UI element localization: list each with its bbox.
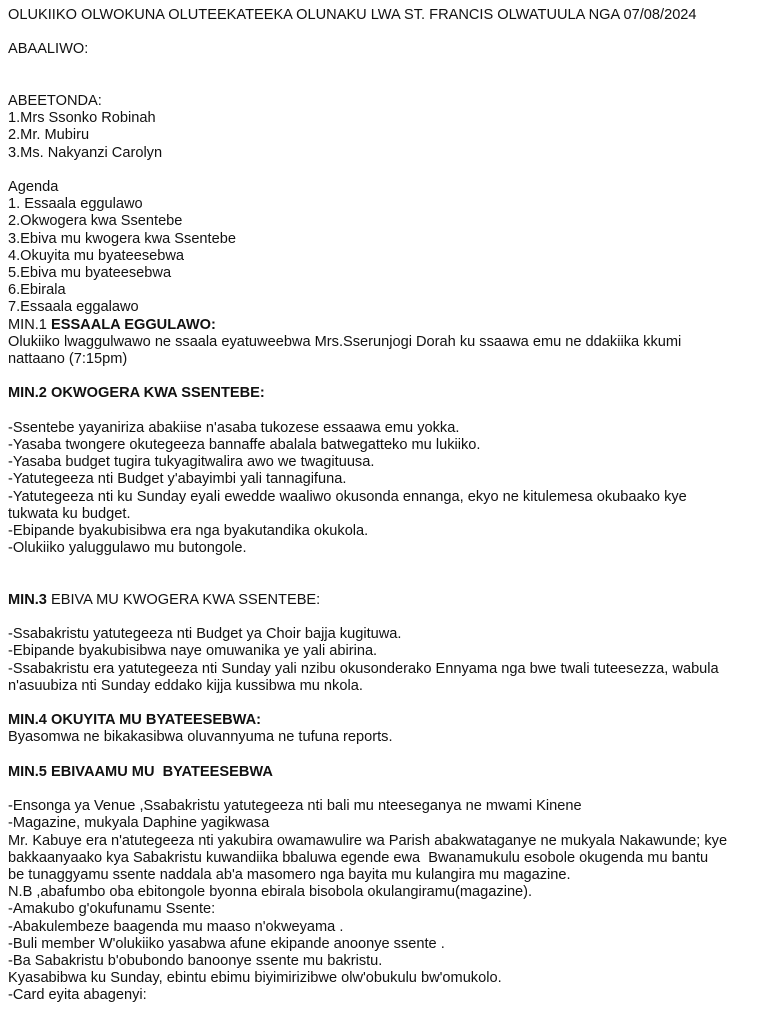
paragraph-line: -Ba Sabakristu b'obubondo banoonye ssente mu bakristu. (8, 952, 383, 969)
list-item: 2.Mr. Mubiru (8, 127, 90, 144)
min3-title: EBIVA MU KWOGERA KWA SSENTEBE: (46, 591, 321, 608)
paragraph-line: N.B ,abafumbo oba ebitongole byonna ebirala bisobola okulangiramu(magazine). (8, 884, 533, 901)
paragraph-line: -Ebipande byakubisibwa era nga byakutandika okukola. (8, 523, 369, 539)
spacer (8, 368, 760, 385)
abeetonda-list (8, 110, 760, 162)
paragraph-line: -Abakulembeze baagenda mu maaso n'okweyama . (8, 918, 344, 935)
paragraph-line: tukwata ku budget. (8, 505, 131, 522)
min4-heading: MIN.4 OKUYITA MU BYATEESEBWA: (8, 712, 261, 729)
spacer (8, 557, 760, 574)
spacer (8, 24, 760, 41)
paragraph-line: -Buli member W'olukiiko yasabwa afune ekipande anoonye ssente . (8, 935, 445, 952)
paragraph-line: -Yatutegeeza nti ku Sunday eyali ewedde waaliwo okusonda ennanga, ekyo ne kitulemesa okubaako kye (8, 488, 687, 505)
list-item: 4.Okuyita mu byateesebwa (8, 247, 185, 264)
list-item: 7.Essaala eggalawo (8, 299, 139, 316)
spacer (8, 59, 760, 76)
min1-title: ESSAALA EGGULAWO: (50, 316, 216, 333)
abaaliwo-heading: ABAALIWO: (8, 41, 89, 58)
paragraph-line: -Magazine, mukyala Daphine yagikwasa (8, 815, 270, 832)
list-item: 3.Ms. Nakyanzi Carolyn (8, 144, 163, 161)
min1-heading (8, 317, 760, 334)
document-title: OLUKIIKO OLWOKUNA OLUTEEKATEEKA OLUNAKU LWA ST. FRANCIS OLWATUULA NGA 07/08/2024 (8, 7, 697, 23)
paragraph-line: Kyasabibwa ku Sunday, ebintu ebimu biyimirizibwe olw'obukulu bw'omukolo. (8, 970, 502, 987)
paragraph-line: -Yasaba budget tugira tukyagitwalira awo we twagituusa. (8, 454, 375, 471)
agenda-list (8, 196, 760, 316)
paragraph-line: n'asuubiza nti Sunday eddako kijja kussibwa mu nkola. (8, 677, 363, 694)
paragraph-line: Olukiiko lwaggulwawo ne ssaala eyatuweebwa Mrs.Sserunjogi Dorah ku ssaawa emu ne ddakiika kkumi (8, 333, 682, 350)
spacer (8, 162, 760, 179)
min2-heading: MIN.2 OKWOGERA KWA SSENTEBE: (8, 385, 265, 402)
spacer (8, 695, 760, 712)
paragraph-line: Mr. Kabuye era n'atutegeeza nti yakubira owamawulire wa Parish abakwataganye ne mukyala Nakawunde; kye (8, 832, 728, 849)
paragraph-line: -Ssentebe yayaniriza abakiise n'asaba tukozese essaawa emu yokka. (8, 419, 460, 436)
paragraph-line: -Ssabakristu yatutegeeza nti Budget ya Choir bajja kugituwa. (8, 626, 402, 643)
paragraph-line: -Yatutegeeza nti Budget y'abayimbi yali tannagifuna. (8, 471, 347, 488)
min3-prefix: MIN.3 (8, 591, 47, 608)
list-item: 6.Ebirala (8, 282, 66, 299)
paragraph-line: Byasomwa ne bikakasibwa oluvannyuma ne tufuna reports. (8, 729, 393, 746)
spacer (8, 403, 760, 420)
paragraph-line: -Ebipande byakubisibwa naye omuwanika ye yali abirina. (8, 643, 378, 660)
paragraph-line: -Ensonga ya Venue ,Ssabakristu yatutegeeza nti bali mu nteeseganya ne mwami Kinene (8, 798, 582, 815)
min1-prefix: MIN.1 (8, 316, 51, 333)
min5-heading: MIN.5 EBIVAAMU MU BYATEESEBWA (8, 763, 273, 780)
paragraph-line: -Card eyita abagenyi: (8, 987, 147, 1004)
list-item: 1. Essaala eggulawo (8, 196, 143, 213)
paragraph-line: bakkaanyaako kya Sabakristu kuwandiika bbaluwa egende ewa Bwanamukulu esobole okugenda mu bantu (8, 849, 709, 866)
spacer (8, 609, 760, 626)
paragraph-line: -Ssabakristu era yatutegeeza nti Sunday yali nzibu okusonderako Ennyama nga bwe twali tuteesezza, wabula (8, 660, 719, 677)
spacer (8, 76, 760, 93)
list-item: 1.Mrs Ssonko Robinah (8, 110, 156, 127)
abeetonda-heading: ABEETONDA: (8, 92, 102, 109)
spacer (8, 781, 760, 798)
list-item: 2.Okwogera kwa Ssentebe (8, 213, 183, 230)
paragraph-line: -Olukiiko yaluggulawo mu butongole. (8, 540, 247, 557)
paragraph-line: nattaano (7:15pm) (8, 351, 128, 367)
min3-heading (8, 592, 760, 609)
paragraph-line: -Yasaba twongere okutegeeza bannaffe abalala batwegatteko mu lukiiko. (8, 436, 481, 453)
spacer (8, 747, 760, 764)
list-item: 3.Ebiva mu kwogera kwa Ssentebe (8, 230, 236, 247)
list-item: 5.Ebiva mu byateesebwa (8, 264, 172, 281)
paragraph-line: be tunaggyamu ssente naddala ab'a masomero nga bayita mu kulangira mu magazine. (8, 866, 571, 883)
spacer (8, 575, 760, 592)
agenda-heading: Agenda (8, 178, 59, 195)
paragraph-line: -Amakubo g'okufunamu Ssente: (8, 901, 216, 918)
